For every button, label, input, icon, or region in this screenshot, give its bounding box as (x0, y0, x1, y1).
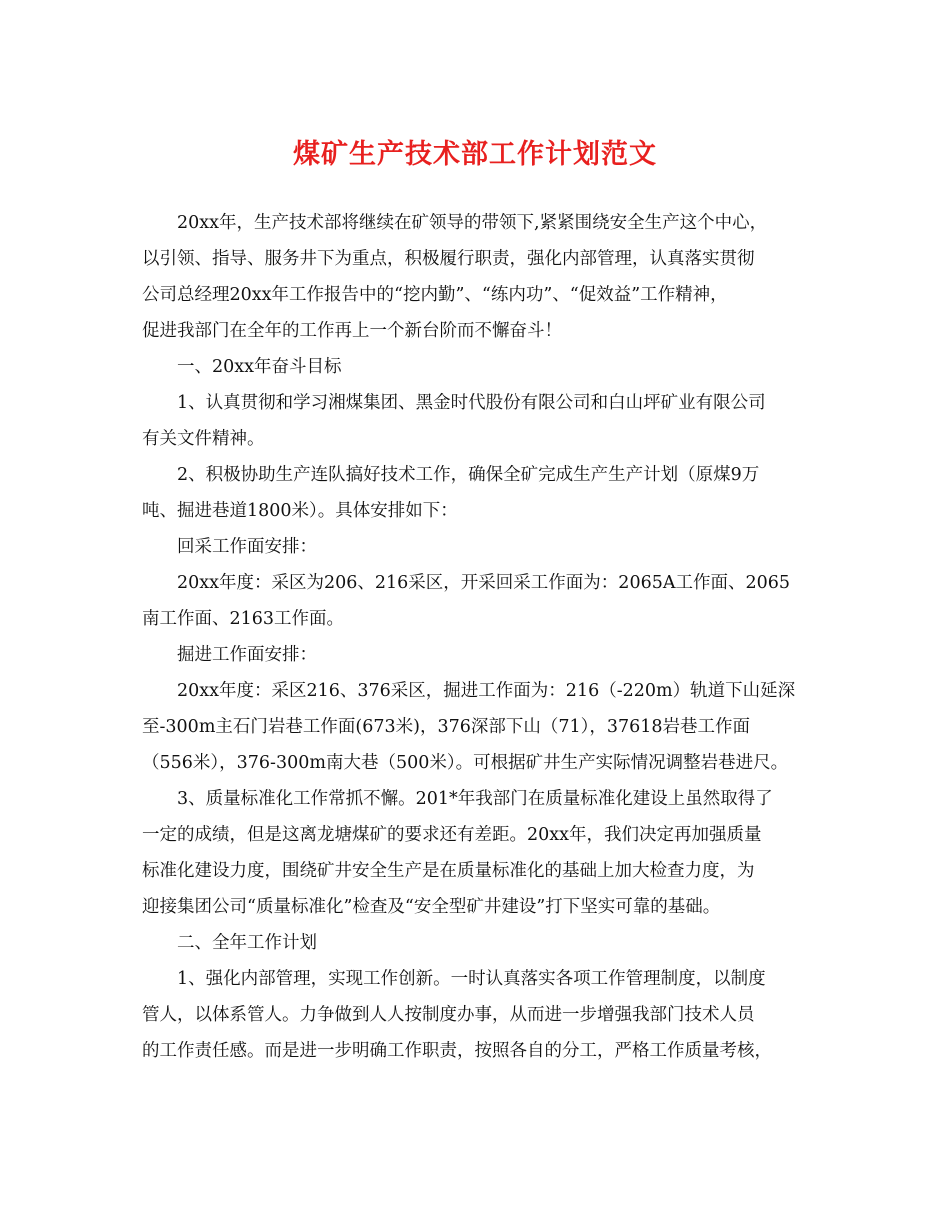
text-line: 至-300m主石门岩巷工作面(673米)，376深部下山（71），37618岩巷工作面 (142, 717, 751, 737)
text-line: 回采工作面安排： (177, 537, 317, 557)
text-line: 一定的成绩，但是这离龙塘煤矿的要求还有差距。20xx年，我们决定再加强质量 (142, 825, 762, 845)
text-line: 20xx年，生产技术部将继续在矿领导的带领下,紧紧围绕安全生产这个中心， (177, 213, 768, 233)
text-line: 标准化建设力度，围绕矿井安全生产是在质量标准化的基础上加大检查力度，为 (142, 861, 755, 881)
text-line: 管人，以体系管人。力争做到人人按制度办事，从而进一步增强我部门技术人员 (142, 1005, 755, 1025)
document-title: 煤矿生产技术部工作计划范文 (293, 139, 657, 170)
text-line: 迎接集团公司“质量标准化”检查及“安全型矿井建设”打下坚实可靠的基础。 (142, 897, 721, 917)
text-line: 20xx年度：采区216、376采区，掘进工作面为：216（-220m）轨道下山延深 (177, 681, 796, 701)
text-line: 3、质量标准化工作常抓不懈。201*年我部门在质量标准化建设上虽然取得了 (177, 789, 773, 809)
text-line: 20xx年度：采区为206、216采区，开采回采工作面为：2065A工作面、2065 (177, 573, 791, 593)
text-line: 促进我部门在全年的工作再上一个新台阶而不懈奋斗！ (142, 321, 562, 341)
text-line: 1、认真贯彻和学习湘煤集团、黑金时代股份有限公司和白山坪矿业有限公司 (177, 393, 766, 413)
text-line: 二、全年工作计划 (177, 933, 317, 953)
text-line: 有关文件精神。 (142, 429, 265, 449)
text-line: 一、20xx年奋斗目标 (177, 357, 342, 377)
text-line: （556米），376-300m南大巷（500米）。可根据矿井生产实际情况调整岩巷进尺。 (142, 753, 789, 773)
text-line: 以引领、指导、服务井下为重点，积极履行职责，强化内部管理，认真落实贯彻 (142, 249, 755, 269)
text-line: 南工作面、2163工作面。 (142, 609, 345, 629)
text-line: 2、积极协助生产连队搞好技术工作，确保全矿完成生产生产计划（原煤9万 (177, 465, 760, 485)
text-line: 吨、掘进巷道1800米）。具体安排如下： (142, 501, 458, 521)
text-line: 1、强化内部管理，实现工作创新。一时认真落实各项工作管理制度，以制度 (177, 969, 766, 989)
text-line: 公司总经理20xx年工作报告中的“挖内勤”、“练内功”、“促效益”工作精神， (142, 285, 728, 305)
text-line: 掘进工作面安排： (177, 645, 317, 665)
text-line: 的工作责任感。而是进一步明确工作职责，按照各自的分工，严格工作质量考核， (142, 1041, 772, 1061)
document-body (142, 205, 817, 1069)
